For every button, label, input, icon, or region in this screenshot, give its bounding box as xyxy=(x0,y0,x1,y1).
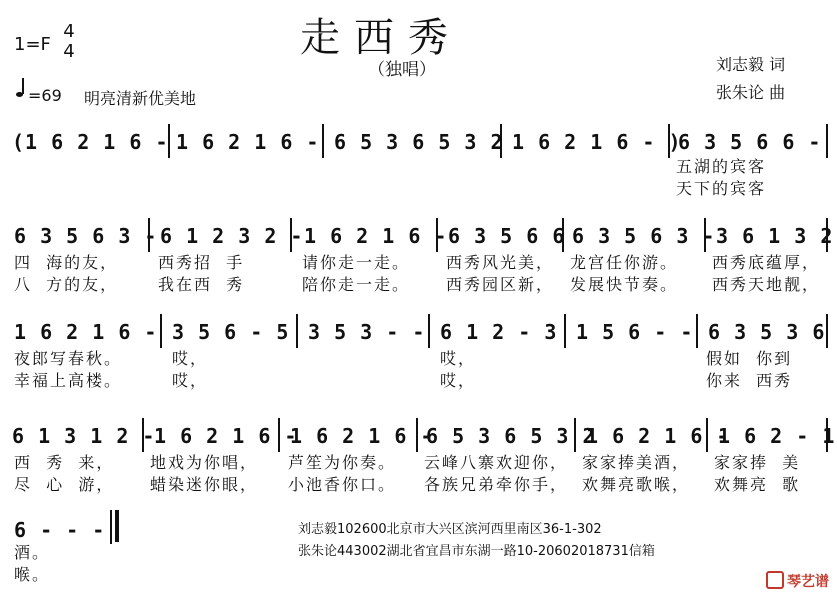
measure: 1 6 2 1 6 - xyxy=(304,224,448,248)
score-line-4 xyxy=(0,412,837,452)
measure: 6 5 3 6 5 3 2 xyxy=(334,130,504,154)
lyric-verse: 五湖的宾客 天下的宾客 xyxy=(676,157,767,198)
lyric-verse: 西秀招 手 我在西 秀 xyxy=(158,253,245,294)
measure: 6 1 2 - 3 xyxy=(440,320,558,344)
lyric-verse: 西秀底蕴厚， 西秀天地靓， xyxy=(712,253,821,294)
barline xyxy=(160,314,162,348)
measure: 6 3 5 6 3 - xyxy=(14,224,158,248)
lyric-verse: 哎， 哎， xyxy=(440,349,477,390)
measure: 6 3 5 3 6 xyxy=(708,320,826,344)
lyric-verse: 酒。 喉。 xyxy=(14,543,51,584)
measure: 6 3 5 6 6 xyxy=(448,224,566,248)
measure: 1 6 2 1 6 - xyxy=(14,320,158,344)
measure: 6 1 3 1 2 - xyxy=(12,424,156,448)
measure: 1 6 2 - 1 xyxy=(718,424,836,448)
lyric-verse: 四 海的友， 八 方的友， xyxy=(14,253,119,294)
score-line-3 xyxy=(0,308,837,348)
measure: 6 - - - xyxy=(14,518,106,542)
measure: 1 6 2 1 6 - xyxy=(176,130,320,154)
quarter-note-head-icon xyxy=(16,92,23,97)
measure: 1 6 2 1 6 - ) xyxy=(512,130,682,154)
lyric-verse: 西秀风光美， 西秀园区新， xyxy=(446,253,555,294)
tempo-marking: =69 xyxy=(28,86,62,105)
lyric-verse: 哎， 哎， xyxy=(172,349,209,390)
key-signature: 1=F xyxy=(14,34,51,55)
score-line-1 xyxy=(0,118,837,158)
final-barline xyxy=(115,510,119,542)
measure: 3 6 1 3 2 xyxy=(716,224,834,248)
song-title: 走西秀 xyxy=(300,15,462,61)
address-lyricist: 刘志毅102600北京市大兴区滨河西里南区36-1-302 xyxy=(298,522,602,537)
measure: (1 6 2 1 6 - xyxy=(12,130,169,154)
barline xyxy=(564,314,566,348)
logo-text: 琴艺谱 xyxy=(787,574,829,590)
measure: 6 1 2 3 2 - xyxy=(160,224,304,248)
barline xyxy=(826,314,828,348)
quarter-note-icon xyxy=(22,78,24,94)
expression-marking: 明亮清新优美地 xyxy=(84,89,197,108)
lyric-verse: 龙宫任你游。 发展快节奏。 xyxy=(570,253,679,294)
lyric-verse: 地戏为你唱， 蜡染迷你眼， xyxy=(150,453,259,494)
measure: 6 5 3 6 5 3 2 xyxy=(426,424,596,448)
barline xyxy=(322,124,324,158)
measure: 1 6 2 1 6 - xyxy=(154,424,298,448)
time-top: 4 xyxy=(63,21,75,42)
measure: 6 3 5 6 3 - xyxy=(572,224,716,248)
barline xyxy=(696,314,698,348)
barline xyxy=(826,124,828,158)
lyric-verse: 假如 你到 你来 西秀 xyxy=(706,349,793,390)
measure: 3 5 6 - 5 xyxy=(172,320,290,344)
lyric-verse: 芦笙为你奏。 小池香你口。 xyxy=(288,453,397,494)
time-signature xyxy=(62,22,76,62)
lyricist-credit: 刘志毅 词 xyxy=(716,55,786,74)
time-bottom: 4 xyxy=(63,41,75,62)
lyric-verse: 家家捧美酒， 欢舞亮歌喉， xyxy=(582,453,691,494)
barline xyxy=(110,510,112,544)
measure: 1 6 2 1 6 - xyxy=(586,424,730,448)
measure: 1 5 6 - - xyxy=(576,320,694,344)
address-composer: 张朱论443002湖北省宜昌市东湖一路10-20602018731信箱 xyxy=(298,544,655,559)
measure: 6 3 5 6 6 - xyxy=(678,130,822,154)
barline xyxy=(296,314,298,348)
composer-credit: 张朱论 曲 xyxy=(716,83,786,102)
lyric-verse: 夜郎写春秋。 幸福上高楼。 xyxy=(14,349,123,390)
lyric-verse: 家家捧 美 欢舞亮 歌 xyxy=(714,453,801,494)
lyric-verse: 云峰八寨欢迎你， 各族兄弟牵你手， xyxy=(424,453,569,494)
logo-icon xyxy=(766,571,784,589)
site-logo xyxy=(766,571,829,591)
song-subtitle: （独唱） xyxy=(368,60,436,80)
measure: 1 6 2 1 6 - xyxy=(290,424,434,448)
measure: 3 5 3 - - xyxy=(308,320,426,344)
lyric-verse: 请你走一走。 陪你走一走。 xyxy=(302,253,411,294)
barline xyxy=(428,314,430,348)
lyric-verse: 西 秀 来， 尽 心 游， xyxy=(14,453,115,494)
score-line-2 xyxy=(0,212,837,252)
